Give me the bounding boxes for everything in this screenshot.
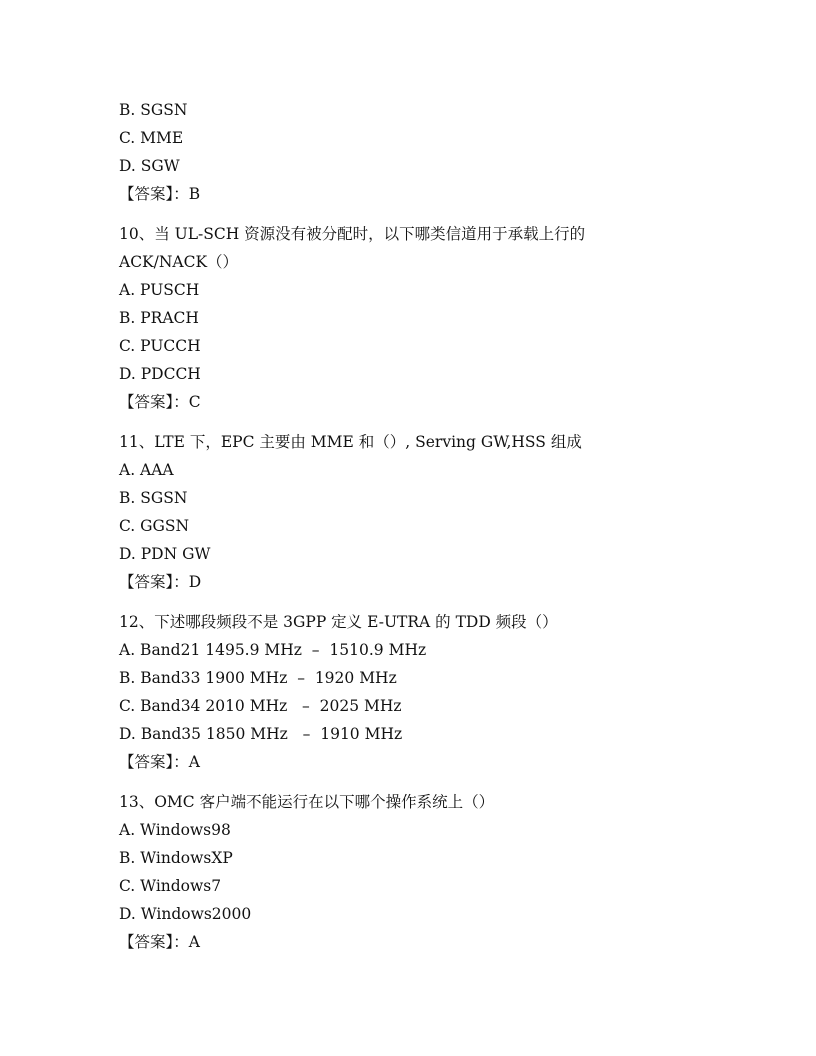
option-d: D. SGW (119, 157, 180, 175)
question-stem: 10、当 UL-SCH 资源没有被分配时，以下哪类信道用于承载上行的 (119, 225, 586, 243)
question-11 (119, 428, 719, 596)
option-c: C. MME (119, 129, 184, 147)
option-c: C. GGSN (119, 517, 190, 535)
question-stem: 12、下述哪段频段不是 3GPP 定义 E-UTRA 的 TDD 频段（） (119, 613, 558, 631)
option-b: B. SGSN (119, 489, 188, 507)
option-d: D. Windows2000 (119, 905, 252, 923)
option-a: A. AAA (119, 461, 174, 479)
question-9-tail (119, 96, 719, 208)
option-b: B. SGSN (119, 101, 188, 119)
option-c: C. Band34 2010 MHz – 2025 MHz (119, 697, 402, 715)
option-d: D. Band35 1850 MHz – 1910 MHz (119, 725, 403, 743)
answer-line: 【答案】：A (119, 933, 200, 951)
question-13 (119, 788, 719, 956)
option-b: B. PRACH (119, 309, 199, 327)
option-b: B. Band33 1900 MHz – 1920 MHz (119, 669, 397, 687)
answer-line: 【答案】：D (119, 573, 202, 591)
document-page (119, 96, 719, 956)
question-stem-continued: ACK/NACK（） (119, 253, 239, 271)
question-stem: 13、OMC 客户端不能运行在以下哪个操作系统上（） (119, 793, 495, 811)
option-d: D. PDN GW (119, 545, 211, 563)
option-d: D. PDCCH (119, 365, 201, 383)
answer-line: 【答案】：B (119, 185, 201, 203)
option-a: A. PUSCH (119, 281, 200, 299)
option-b: B. WindowsXP (119, 849, 233, 867)
question-10 (119, 220, 719, 416)
question-stem: 11、LTE 下，EPC 主要由 MME 和（）, Serving GW,HSS 组成 (119, 433, 582, 451)
answer-line: 【答案】：C (119, 393, 201, 411)
answer-line: 【答案】：A (119, 753, 200, 771)
option-a: A. Band21 1495.9 MHz – 1510.9 MHz (119, 641, 427, 659)
option-c: C. PUCCH (119, 337, 201, 355)
option-c: C. Windows7 (119, 877, 222, 895)
question-12 (119, 608, 719, 776)
option-a: A. Windows98 (119, 821, 231, 839)
